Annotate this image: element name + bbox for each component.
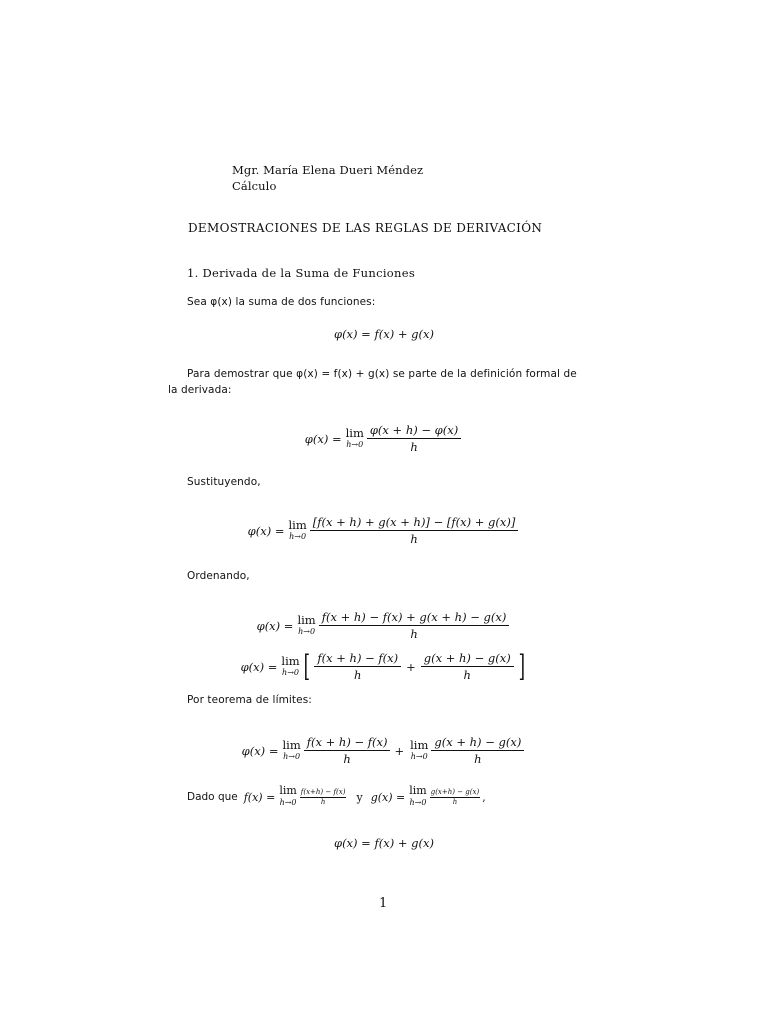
eq3-denominator: h (410, 532, 418, 546)
eq5-numerator-1: f(x + h) − f(x) (314, 651, 401, 667)
eq2-limit (346, 427, 364, 451)
eq5-limit (281, 655, 299, 679)
eq5-lhs: φ(x) = (240, 659, 278, 674)
eq5-fraction-2 (421, 651, 514, 682)
eq6-numerator-1: f(x + h) − f(x) (304, 735, 391, 751)
lim-sub: h→0 (289, 531, 307, 541)
left-bracket: [ (303, 648, 310, 684)
eq5-fraction-1 (314, 651, 401, 682)
eq6-denominator-1: h (343, 752, 351, 766)
section-heading: 1. Derivada de la Suma de Funciones (187, 266, 416, 280)
eq7-limit-f (279, 785, 296, 809)
equation-derivative-definition (0, 423, 768, 454)
eq7-limit-g (409, 785, 426, 809)
eq7-g-denominator: h (452, 797, 458, 806)
eq4-lhs: φ(x) = (256, 618, 294, 633)
lim-sub: h→0 (279, 798, 297, 807)
eq5-denominator-1: h (354, 668, 362, 682)
given-that-text: Dado que (187, 791, 238, 803)
eq4-denominator: h (410, 627, 418, 641)
author-name: Mgr. María Elena Dueri Méndez (232, 163, 424, 177)
eq7-fraction-f-wrap (298, 788, 349, 807)
lim-text: lim (279, 784, 297, 797)
eq2-denominator: h (410, 440, 418, 454)
paragraph-limit-theorem: Por teorema de límites: (187, 694, 312, 706)
eq2-numerator: φ(x + h) − φ(x) (367, 423, 461, 439)
eq7-g-lhs: g(x) = (370, 790, 406, 804)
plus-sign: + (394, 743, 405, 758)
paragraph-ordering: Ordenando, (187, 570, 250, 582)
lim-text: lim (282, 737, 301, 752)
eq6-limit-2 (410, 739, 428, 763)
equation-conclusion: φ(x) = f(x) + g(x) (334, 836, 434, 850)
document-title: DEMOSTRACIONES DE LAS REGLAS DE DERIVACIÓN (188, 221, 543, 235)
paragraph-definition-line2: la derivada: (168, 384, 232, 396)
eq7-fraction-g-wrap (428, 788, 482, 807)
conjunction-y: y (356, 790, 363, 804)
page-number: 1 (379, 896, 388, 911)
lim-text: lim (281, 653, 300, 668)
lim-sub: h→0 (283, 751, 301, 761)
eq7-f-numerator: f(x+h) − f(x) (300, 787, 346, 796)
eq6-denominator-2: h (474, 752, 482, 766)
trailing-comma: , (482, 790, 486, 804)
equation-limit-sum (0, 735, 768, 766)
eq4-fraction (319, 610, 510, 641)
equation-split-bracket (0, 648, 768, 684)
subject-name: Cálculo (232, 179, 277, 193)
paragraph-substituting: Sustituyendo, (187, 476, 261, 488)
eq6-limit-1 (282, 739, 300, 763)
eq6-numerator-2: g(x + h) − g(x) (431, 735, 524, 751)
eq5-numerator-2: g(x + h) − g(x) (421, 651, 514, 667)
eq6-fraction-2 (431, 735, 524, 766)
eq2-lhs: φ(x) = (304, 431, 342, 446)
eq6-lhs: φ(x) = (241, 743, 279, 758)
eq3-limit (288, 519, 306, 543)
eq4-limit (297, 614, 315, 638)
paragraph-intro: Sea φ(x) la suma de dos funciones: (187, 296, 376, 308)
equation-ordered (0, 610, 768, 641)
eq7-g-numerator: g(x+h) − g(x) (430, 787, 480, 796)
eq3-fraction (310, 515, 519, 546)
equation-substituted (0, 515, 768, 546)
lim-sub: h→0 (346, 439, 364, 449)
eq3-lhs: φ(x) = (247, 523, 285, 538)
paragraph-definition-line1: Para demostrar que φ(x) = f(x) + g(x) se parte de la definición formal de (187, 368, 577, 380)
equation-sum-definition: φ(x) = f(x) + g(x) (334, 327, 434, 341)
eq7-fraction-g (430, 788, 480, 807)
lim-text: lim (297, 612, 316, 627)
eq3-numerator: [f(x + h) + g(x + h)] − [f(x) + g(x)] (310, 515, 519, 531)
paragraph-given-that (187, 785, 486, 809)
lim-text: lim (410, 737, 429, 752)
lim-text: lim (345, 425, 364, 440)
lim-text: lim (409, 784, 427, 797)
eq7-f-lhs: f(x) = (243, 790, 276, 804)
plus-sign: + (406, 659, 416, 674)
right-bracket: ] (518, 648, 525, 684)
eq6-fraction-1 (304, 735, 391, 766)
lim-sub: h→0 (282, 667, 299, 677)
lim-sub: h→0 (298, 626, 316, 636)
lim-sub: h→0 (409, 798, 427, 807)
eq7-fraction-f (300, 788, 347, 807)
eq7-f-denominator: h (320, 797, 326, 806)
eq2-fraction (367, 423, 461, 454)
lim-sub: h→0 (410, 751, 428, 761)
eq4-numerator: f(x + h) − f(x) + g(x + h) − g(x) (319, 610, 510, 626)
lim-text: lim (288, 517, 307, 532)
eq5-denominator-2: h (463, 668, 471, 682)
